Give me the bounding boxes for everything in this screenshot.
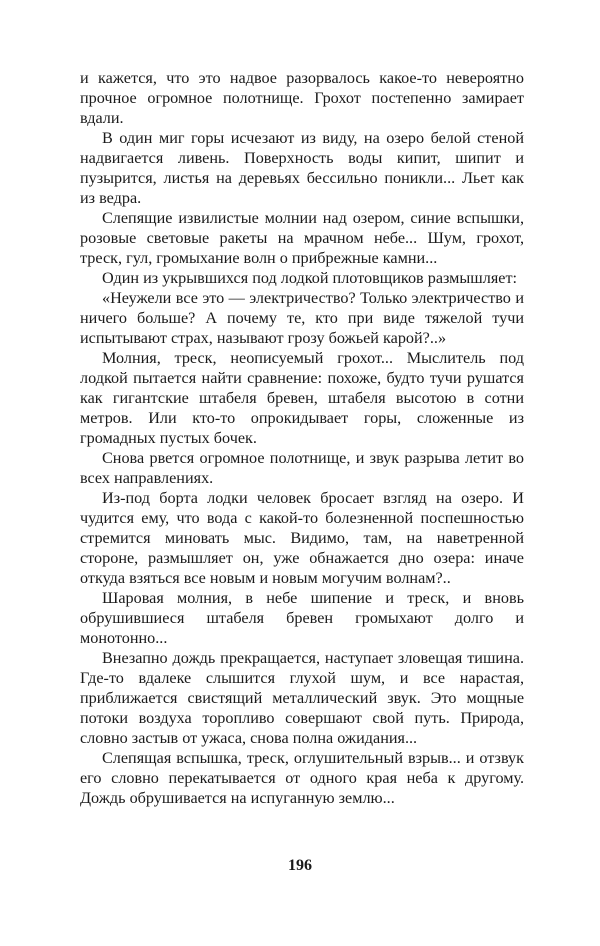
- paragraph-1: и кажется, что это надвое разорвалось какое-то невероятно прочное огромное полотнище. Грохот постепенно замирает вдали.: [80, 69, 524, 127]
- paragraph-3: Слепящие извилистые молнии над озером, синие вспышки, розовые световые ракеты на мрачном небе... Шум, грохот, треск, гул, громыхание волн о прибрежные камни...: [80, 209, 524, 267]
- paragraph-9: Шаровая молния, в небе шипение и треск, и вновь обрушившиеся штабеля бревен громыхают долго и монотонно...: [80, 589, 524, 647]
- paragraph-6: Молния, треск, неописуемый грохот... Мыслитель под лодкой пытается найти сравнение: похоже, будто тучи рушатся как гигантские штабеля бревен, штабеля высотою в сотни метров. Или кто-то опрокидывает горы, сложенные из громадных пустых бочек.: [80, 349, 524, 447]
- page-body-text: [80, 68, 524, 808]
- page-number: 196: [288, 857, 312, 874]
- paragraph-5: «Неужели все это — электричество? Только электричество и ничего больше? А почему те, кто при виде тяжелой тучи испытывают страх, называют грозу божьей карой?..»: [80, 289, 524, 347]
- paragraph-8: Из-под борта лодки человек бросает взгляд на озеро. И чудится ему, что вода с какой-то болезненной поспешностью стремится миновать мыс. Видимо, там, на наветренной стороне, размышляет он, уже обнажается дно озера: иначе откуда взяться все новым и новым могучим волнам?..: [80, 489, 524, 587]
- paragraph-7: Снова рвется огромное полотнище, и звук разрыва летит во всех направлениях.: [80, 449, 524, 487]
- paragraph-2: В один миг горы исчезают из виду, на озеро белой стеной надвигается ливень. Поверхность воды кипит, шипит и пузырится, листья на деревьях бессильно поникли... Льет как из ведра.: [80, 129, 524, 207]
- paragraph-11: Слепящая вспышка, треск, оглушительный взрыв... и отзвук его словно перекатывается от одного края неба к другому. Дождь обрушивается на испуганную землю...: [80, 749, 524, 807]
- paragraph-4: Один из укрывшихся под лодкой плотовщиков размышляет:: [102, 269, 518, 287]
- paragraph-10: Внезапно дождь прекращается, наступает зловещая тишина. Где-то вдалеке слышится глухой шум, и все нарастая, приближается свистящий металлический звук. Это мощные потоки воздуха торопливо совершают свой путь. Природа, словно застыв от ужаса, снова полна ожидания...: [80, 649, 524, 747]
